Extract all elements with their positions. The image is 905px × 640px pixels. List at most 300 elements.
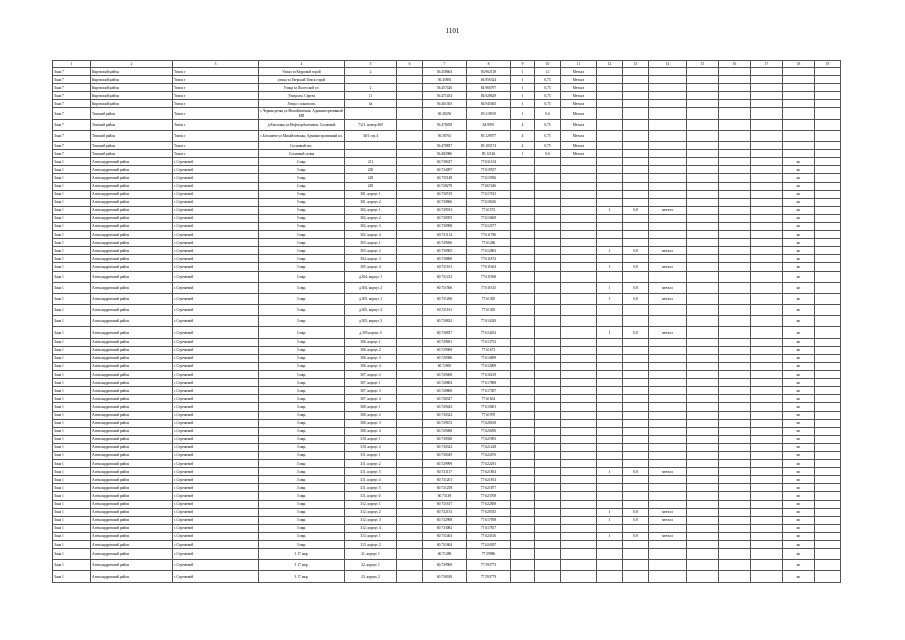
table-cell [561, 371, 597, 379]
table-cell [397, 84, 423, 92]
table-cell: Зона 1 [53, 476, 91, 484]
table-cell: Зона 1 [53, 293, 91, 304]
table-cell: Зона 7 [53, 150, 91, 158]
table-cell [719, 524, 751, 532]
table-cell [751, 435, 783, 443]
table-cell [623, 316, 649, 327]
table-row [53, 532, 841, 540]
table-cell: 56.458663 [423, 68, 467, 76]
table-cell [597, 460, 623, 468]
table-cell [751, 476, 783, 484]
table-cell [751, 387, 783, 395]
table-cell [397, 532, 423, 540]
table-cell [815, 492, 841, 500]
table-cell [623, 379, 649, 387]
table-cell: Металл [561, 119, 597, 130]
table-cell [561, 346, 597, 354]
table-cell: 1 [511, 150, 535, 158]
table-cell [397, 198, 423, 206]
table-cell: кп [783, 182, 815, 190]
table-cell: 60.731412 [423, 271, 467, 282]
table-cell: металл [649, 263, 687, 271]
table-cell: 308, корпус 1 [345, 403, 397, 411]
table-cell: Томск г [173, 68, 259, 76]
table-cell [687, 119, 719, 130]
table-cell [783, 119, 815, 130]
table-cell: 3 мкр. [259, 411, 345, 419]
table-cell [511, 231, 535, 239]
table-cell [815, 524, 841, 532]
table-cell: кп [783, 403, 815, 411]
table-cell: Томский район [91, 119, 173, 130]
table-cell [719, 435, 751, 443]
table-cell: Зона 1 [53, 282, 91, 293]
table-cell [623, 427, 649, 435]
table-cell [687, 92, 719, 100]
table-cell [687, 182, 719, 190]
table-cell [597, 411, 623, 419]
table-cell [597, 395, 623, 403]
table-cell [751, 130, 783, 141]
table-cell [719, 338, 751, 346]
table-cell [397, 362, 423, 370]
table-cell: д.305, корпус 2 [345, 305, 397, 316]
table-cell: с.Стрежевой [173, 387, 259, 395]
table-cell: с.Стрежевой [173, 182, 259, 190]
table-row [53, 100, 841, 108]
table-cell [623, 108, 649, 119]
table-cell: 0,75 [535, 100, 561, 108]
table-cell [687, 427, 719, 435]
table-cell: 0,75 [535, 142, 561, 150]
table-cell [751, 549, 783, 560]
table-row [53, 239, 841, 247]
table-cell [397, 395, 423, 403]
table-cell: 22, корпус 1 [345, 560, 397, 571]
table-cell: 303, корпус 2 [345, 247, 397, 255]
table-cell [783, 130, 815, 141]
table-cell [815, 316, 841, 327]
table-cell [649, 76, 687, 84]
table-cell: 301, корпус 2 [345, 198, 397, 206]
table-cell [511, 500, 535, 508]
table-cell: с.Стрежевой [173, 293, 259, 304]
table-cell [815, 263, 841, 271]
table-cell [751, 371, 783, 379]
table-cell [397, 500, 423, 508]
table-cell [511, 346, 535, 354]
table-cell: Улица за Полесской ул. [259, 84, 345, 92]
table-cell: 3 17 мкр. [259, 560, 345, 571]
table-cell [719, 327, 751, 338]
table-cell [649, 182, 687, 190]
table-cell [511, 305, 535, 316]
table-cell: с.Стрежевой [173, 214, 259, 222]
table-cell [649, 484, 687, 492]
table-cell [397, 451, 423, 459]
table-cell [623, 371, 649, 379]
table-cell: Зона 1 [53, 435, 91, 443]
table-cell: 0,8 [623, 282, 649, 293]
table-cell: 311, корпус 4 [345, 476, 397, 484]
table-cell: Александровский район [91, 427, 173, 435]
column-number: 18 [783, 61, 815, 68]
table-cell [511, 476, 535, 484]
column-number: 6 [397, 61, 423, 68]
table-row [53, 214, 841, 222]
table-cell [623, 92, 649, 100]
table-cell [397, 387, 423, 395]
table-cell: кп [783, 500, 815, 508]
table-cell [623, 182, 649, 190]
table-cell [597, 166, 623, 174]
table-cell: Александровский район [91, 271, 173, 282]
table-cell [511, 387, 535, 395]
table-cell: 306, корпус 4 [345, 362, 397, 370]
table-cell [751, 571, 783, 582]
table-cell [719, 174, 751, 182]
table-cell: 60.732908 [423, 516, 467, 524]
table-cell [751, 395, 783, 403]
table-cell [511, 247, 535, 255]
table-cell: 60.729999 [423, 460, 467, 468]
table-row [53, 263, 841, 271]
table-cell [751, 84, 783, 92]
table-cell [511, 371, 535, 379]
table-cell: металл [649, 468, 687, 476]
table-cell [397, 239, 423, 247]
table-cell: 303, корпус 1 [345, 239, 397, 247]
table-cell [687, 443, 719, 451]
table-cell [815, 338, 841, 346]
table-cell [623, 231, 649, 239]
table-cell: Александровский район [91, 541, 173, 549]
table-row [53, 305, 841, 316]
table-cell [397, 354, 423, 362]
table-cell: кп [783, 158, 815, 166]
table-cell [719, 255, 751, 263]
table-cell [623, 100, 649, 108]
table-row [53, 571, 841, 582]
table-cell: Зона 1 [53, 271, 91, 282]
table-cell: 310, корпус 2 [345, 443, 397, 451]
table-cell [535, 182, 561, 190]
table-cell [535, 387, 561, 395]
table-row [53, 231, 841, 239]
table-cell: 1 [597, 293, 623, 304]
table-cell [815, 271, 841, 282]
table-cell: 56.471454 [423, 92, 467, 100]
table-cell [561, 468, 597, 476]
table-cell [815, 190, 841, 198]
table-cell [623, 68, 649, 76]
table-cell [397, 427, 423, 435]
table-cell: 308, корпус 3 [345, 419, 397, 427]
table-cell: Металл [561, 108, 597, 119]
table-cell: 60.731506 [423, 282, 467, 293]
table-cell: с.Стрежевой [173, 239, 259, 247]
table-cell [623, 190, 649, 198]
table-cell: с.Стрежевой [173, 263, 259, 271]
table-cell: Кировский район [91, 68, 173, 76]
table-cell: с.Стрежевой [173, 346, 259, 354]
table-row [53, 508, 841, 516]
table-cell: 2 [345, 68, 397, 76]
table-row [53, 443, 841, 451]
table-cell: Зона 7 [53, 108, 91, 119]
table-cell [561, 484, 597, 492]
table-cell [649, 411, 687, 419]
table-cell: Томск г [173, 76, 259, 84]
table-cell [719, 198, 751, 206]
table-cell: Зона 1 [53, 198, 91, 206]
table-cell: 0,75 [535, 130, 561, 141]
table-row [53, 371, 841, 379]
table-cell [561, 476, 597, 484]
table-cell: с.Стрежевой [173, 158, 259, 166]
table-cell [561, 524, 597, 532]
table-cell: 77.624516 [467, 532, 511, 540]
table-cell [687, 158, 719, 166]
table-cell: с.Стрежевой [173, 443, 259, 451]
table-cell [561, 166, 597, 174]
table-cell [815, 166, 841, 174]
table-cell [535, 419, 561, 427]
table-cell [649, 108, 687, 119]
table-cell [649, 158, 687, 166]
table-row [53, 182, 841, 190]
table-cell [687, 484, 719, 492]
table-row [53, 354, 841, 362]
table-cell [649, 451, 687, 459]
table-cell: кп [783, 549, 815, 560]
table-cell [397, 293, 423, 304]
table-cell [687, 346, 719, 354]
table-cell: кп [783, 524, 815, 532]
table-cell: 1 [597, 508, 623, 516]
table-cell [511, 239, 535, 247]
table-cell [535, 174, 561, 182]
table-cell [751, 100, 783, 108]
table-cell [815, 484, 841, 492]
table-cell: 1 [597, 532, 623, 540]
table-cell: 307, корпус 1 [345, 379, 397, 387]
table-cell [751, 338, 783, 346]
table-cell: Александровский район [91, 247, 173, 255]
table-cell: 2 мкр. [259, 158, 345, 166]
table-cell [649, 362, 687, 370]
table-cell: с.Стрежевой [173, 560, 259, 571]
table-cell: с.Стрежевой [173, 222, 259, 230]
table-cell [751, 362, 783, 370]
table-cell [561, 362, 597, 370]
table-cell [815, 411, 841, 419]
table-cell [649, 354, 687, 362]
table-cell: 77.611664 [467, 263, 511, 271]
table-cell: 0,8 [623, 508, 649, 516]
table-cell: 3 мкр. [259, 214, 345, 222]
table-cell [535, 560, 561, 571]
table-cell: Улица с паном им. [259, 100, 345, 108]
table-row [53, 395, 841, 403]
table-cell: с.Стрежевой [173, 395, 259, 403]
table-cell [597, 198, 623, 206]
table-cell [783, 150, 815, 158]
table-cell [687, 379, 719, 387]
table-cell: 60.731201 [423, 476, 467, 484]
table-cell: 77.61572 [467, 206, 511, 214]
table-cell: кп [783, 379, 815, 387]
table-cell [815, 198, 841, 206]
table-cell [687, 419, 719, 427]
table-cell [623, 362, 649, 370]
table-cell: 3 мкр. [259, 206, 345, 214]
table-cell [815, 282, 841, 293]
table-cell: 60.731117 [423, 468, 467, 476]
table-cell [397, 76, 423, 84]
table-cell [535, 541, 561, 549]
column-number: 8 [467, 61, 511, 68]
table-cell [649, 92, 687, 100]
table-cell: Зона 1 [53, 214, 91, 222]
table-cell: кп [783, 484, 815, 492]
table-cell [751, 427, 783, 435]
table-cell [623, 198, 649, 206]
table-cell [397, 346, 423, 354]
table-cell [597, 76, 623, 84]
table-cell: 60.730519 [423, 190, 467, 198]
table-cell [687, 84, 719, 92]
table-cell: 60.729900 [423, 560, 467, 571]
table-cell: 77.614329 [467, 316, 511, 327]
table-cell: 60.729443 [423, 403, 467, 411]
table-cell [687, 174, 719, 182]
table-cell [687, 100, 719, 108]
table-cell: 3 мкр. [259, 460, 345, 468]
table-cell: 60.730029 [423, 451, 467, 459]
table-cell [597, 316, 623, 327]
table-cell [597, 271, 623, 282]
table-cell: 313, корпус 1 [345, 532, 397, 540]
table-cell [719, 68, 751, 76]
table-cell [397, 282, 423, 293]
table-cell [815, 174, 841, 182]
table-cell [511, 403, 535, 411]
table-cell [751, 142, 783, 150]
table-cell [561, 571, 597, 582]
column-number: 9 [511, 61, 535, 68]
table-cell [783, 108, 815, 119]
table-cell [535, 231, 561, 239]
table-cell: Александровский район [91, 362, 173, 370]
table-cell [511, 549, 535, 560]
table-cell: 307, корпус 3 [345, 387, 397, 395]
table-cell [719, 142, 751, 150]
table-row [53, 174, 841, 182]
table-cell [719, 451, 751, 459]
table-cell [597, 387, 623, 395]
table-cell [687, 387, 719, 395]
table-cell [511, 174, 535, 182]
table-cell [561, 239, 597, 247]
table-cell [649, 435, 687, 443]
table-cell: 23, корпус 2 [345, 571, 397, 582]
column-number: 5 [345, 61, 397, 68]
table-row [53, 427, 841, 435]
table-cell: Зона 1 [53, 158, 91, 166]
table-cell: 313, корпус 2 [345, 541, 397, 549]
table-cell: Александровский район [91, 560, 173, 571]
table-cell [397, 174, 423, 182]
table-cell: 77.593779 [467, 571, 511, 582]
table-cell: 60.731258 [423, 484, 467, 492]
table-cell: кп [783, 460, 815, 468]
table-cell: с.Стрежевой [173, 476, 259, 484]
table-cell: кп [783, 419, 815, 427]
table-cell: Зона 1 [53, 231, 91, 239]
table-cell [815, 460, 841, 468]
table-cell: 60.730055 [423, 214, 467, 222]
table-cell [535, 516, 561, 524]
table-cell: кп [783, 174, 815, 182]
table-cell: кп [783, 362, 815, 370]
table-cell [815, 387, 841, 395]
table-cell: Александровский район [91, 166, 173, 174]
table-row [53, 460, 841, 468]
table-cell [751, 239, 783, 247]
table-cell [719, 476, 751, 484]
table-cell: с.Стрежевой [173, 571, 259, 582]
table-cell [815, 451, 841, 459]
table-cell [397, 443, 423, 451]
table-cell [649, 231, 687, 239]
table-cell: кп [783, 541, 815, 549]
table-cell: Зона 1 [53, 443, 91, 451]
table-cell [623, 541, 649, 549]
table-cell: металл [649, 327, 687, 338]
table-cell: 60.729496 [423, 239, 467, 247]
table-cell [751, 484, 783, 492]
table-cell [719, 100, 751, 108]
table-cell: Металл [561, 76, 597, 84]
table-cell [687, 327, 719, 338]
table-cell [561, 158, 597, 166]
table-cell: Металл [561, 84, 597, 92]
table-cell: с.Стрежевой [173, 411, 259, 419]
table-cell [561, 395, 597, 403]
table-cell [623, 84, 649, 92]
table-cell [687, 403, 719, 411]
table-cell: Зона 1 [53, 316, 91, 327]
table-cell: 60.729488 [423, 427, 467, 435]
table-cell [511, 484, 535, 492]
table-cell: Александровский район [91, 500, 173, 508]
table-cell: Зона 1 [53, 371, 91, 379]
table-cell: металл [649, 206, 687, 214]
table-cell: 3 мкр. [259, 255, 345, 263]
table-cell: Зона 1 [53, 305, 91, 316]
table-cell [511, 395, 535, 403]
table-cell [719, 247, 751, 255]
table-cell [649, 476, 687, 484]
table-cell: 3 мкр. [259, 166, 345, 174]
table-row [53, 338, 841, 346]
table-cell: Зона 1 [53, 460, 91, 468]
table-cell [535, 282, 561, 293]
table-cell [751, 174, 783, 182]
table-cell [751, 247, 783, 255]
table-cell: кп [783, 571, 815, 582]
